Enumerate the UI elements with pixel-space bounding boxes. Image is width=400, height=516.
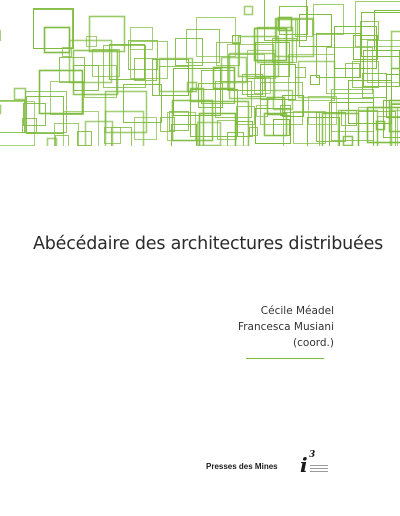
pattern-square — [0, 102, 35, 146]
pattern-square — [0, 31, 1, 41]
pattern-square — [34, 9, 74, 49]
pattern-square — [0, 106, 1, 114]
pattern-square — [78, 132, 92, 146]
pattern-square — [56, 136, 69, 147]
pattern-square — [361, 22, 379, 40]
pattern-square — [257, 106, 268, 117]
pattern-square — [135, 118, 157, 140]
pattern-square — [314, 5, 344, 35]
pattern-square — [34, 10, 73, 49]
author-name: Francesca Musiani — [237, 321, 334, 333]
pattern-square — [172, 125, 197, 147]
divider-line — [246, 358, 324, 359]
pattern-square — [173, 101, 213, 141]
decorative-squares-pattern — [0, 0, 400, 146]
pattern-square — [93, 50, 120, 77]
book-title: Abécédaire des architectures distribuées — [33, 234, 384, 254]
pattern-square — [74, 66, 99, 91]
i3-logo — [300, 451, 332, 479]
pattern-square — [296, 68, 306, 78]
logo-mark: i — [300, 453, 308, 477]
pattern-square — [131, 28, 153, 50]
logo-tagline-lines — [310, 465, 328, 474]
publisher-name: Presses des Mines — [206, 462, 278, 471]
pattern-square — [250, 128, 258, 136]
pattern-square — [238, 122, 253, 137]
coordinator-note: (coord.) — [293, 337, 334, 349]
pattern-square — [15, 89, 26, 100]
pattern-square — [245, 7, 253, 15]
pattern-square — [353, 62, 379, 88]
author-name: Cécile Méadel — [260, 305, 334, 317]
pattern-square — [87, 37, 97, 47]
pattern-square — [311, 76, 320, 85]
logo-superscript: 3 — [309, 450, 316, 460]
authors-block — [238, 303, 334, 351]
pattern-square — [0, 101, 25, 133]
pattern-square — [124, 85, 162, 123]
